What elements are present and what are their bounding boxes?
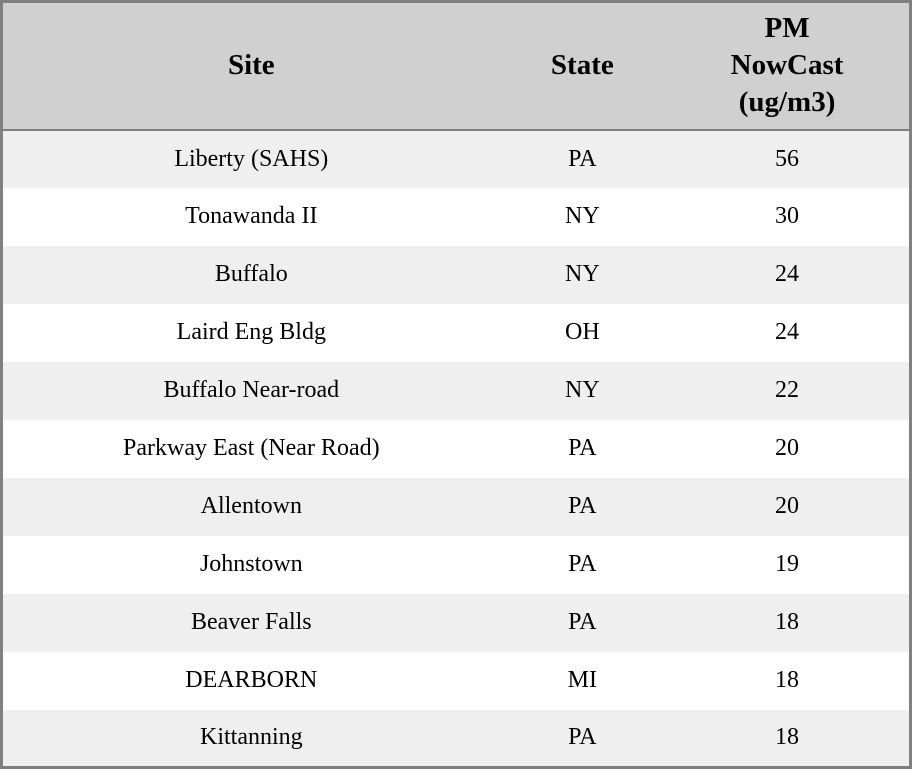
column-header-state	[500, 2, 665, 130]
column-header-state-label: State	[550, 49, 614, 82]
column-header-site	[2, 2, 500, 130]
cell-pm: 56	[665, 130, 910, 188]
table-row	[2, 594, 911, 652]
table-row	[2, 246, 911, 304]
header-row	[2, 2, 911, 130]
table-body	[2, 130, 911, 768]
table-row	[2, 536, 911, 594]
cell-pm: 18	[665, 594, 910, 652]
cell-state: PA	[500, 420, 665, 478]
cell-pm: 22	[665, 362, 910, 420]
table-row	[2, 420, 911, 478]
cell-state: PA	[500, 594, 665, 652]
table-header	[2, 2, 911, 130]
table-row	[2, 362, 911, 420]
cell-state: PA	[500, 710, 665, 768]
cell-site: Allentown	[2, 478, 500, 536]
cell-pm: 24	[665, 304, 910, 362]
cell-site: Buffalo Near-road	[2, 362, 500, 420]
cell-pm: 30	[665, 188, 910, 246]
cell-state: PA	[500, 478, 665, 536]
table-row	[2, 304, 911, 362]
table-row	[2, 652, 911, 710]
cell-site: DEARBORN	[2, 652, 500, 710]
column-header-pm-nowcast-label: PM NowCast (ug/m3)	[730, 12, 844, 119]
cell-pm: 18	[665, 652, 910, 710]
column-header-site-label: Site	[227, 49, 275, 82]
cell-pm: 18	[665, 710, 910, 768]
cell-state: OH	[500, 304, 665, 362]
cell-site: Kittanning	[2, 710, 500, 768]
cell-site: Beaver Falls	[2, 594, 500, 652]
cell-state: PA	[500, 536, 665, 594]
cell-site: Laird Eng Bldg	[2, 304, 500, 362]
cell-pm: 20	[665, 420, 910, 478]
cell-site: Johnstown	[2, 536, 500, 594]
cell-state: NY	[500, 362, 665, 420]
cell-state: PA	[500, 130, 665, 188]
cell-state: MI	[500, 652, 665, 710]
cell-site: Parkway East (Near Road)	[2, 420, 500, 478]
cell-pm: 24	[665, 246, 910, 304]
cell-site: Buffalo	[2, 246, 500, 304]
table-row	[2, 478, 911, 536]
cell-site: Tonawanda II	[2, 188, 500, 246]
cell-pm: 19	[665, 536, 910, 594]
table-row	[2, 710, 911, 768]
cell-state: NY	[500, 188, 665, 246]
cell-state: NY	[500, 246, 665, 304]
column-header-pm-nowcast	[665, 2, 910, 130]
cell-pm: 20	[665, 478, 910, 536]
table-row	[2, 188, 911, 246]
table-row	[2, 130, 911, 188]
cell-site: Liberty (SAHS)	[2, 130, 500, 188]
